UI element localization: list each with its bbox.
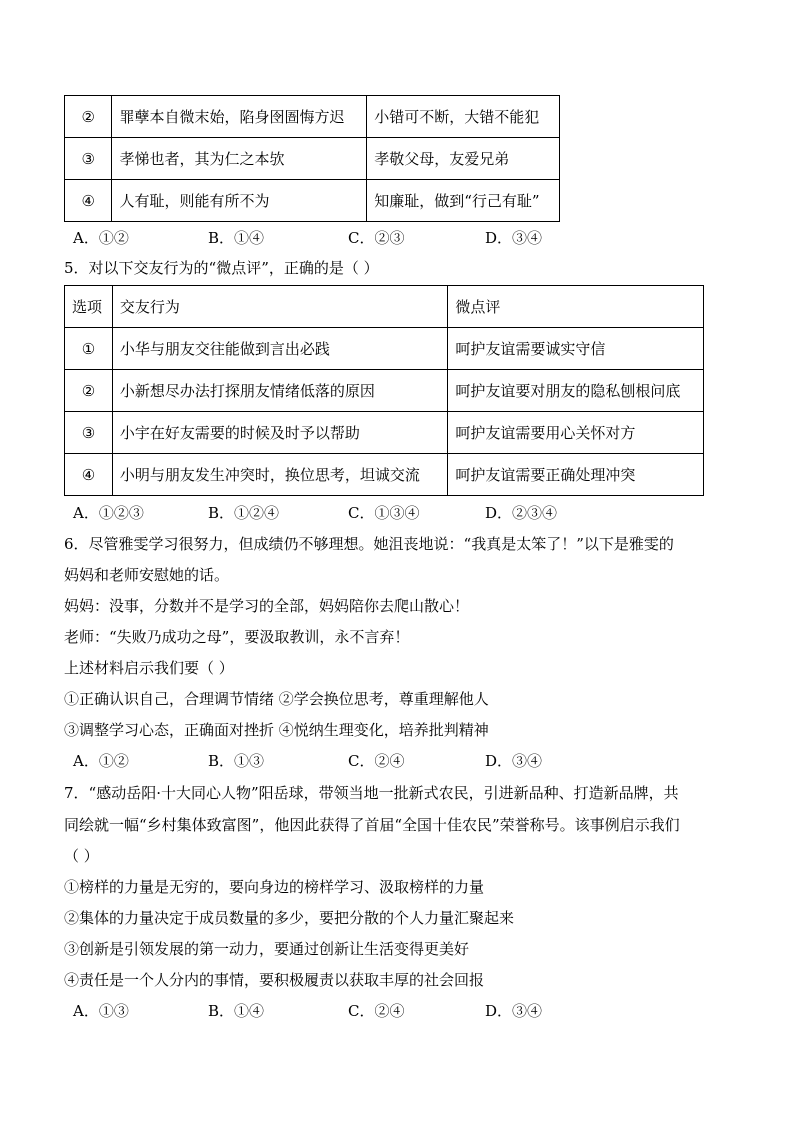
comment-cell: 呵护友谊需要正确处理冲突 [448, 454, 704, 496]
interpretation-cell: 孝敬父母，友爱兄弟 [367, 138, 560, 180]
row-number: ③ [65, 412, 113, 454]
option-a[interactable]: A．①② [73, 752, 129, 770]
row-number: ② [65, 370, 113, 412]
option-b[interactable]: B．①②④ [208, 504, 280, 522]
option-b[interactable]: B．①③ [208, 752, 265, 770]
header-option: 选项 [65, 286, 113, 328]
quote-table [64, 95, 560, 222]
q7-options [0, 1001, 794, 1021]
q7-statement-line: ②集体的力量决定于成员数量的多少，要把分散的个人力量汇聚起来 [64, 909, 515, 927]
option-c[interactable]: C．②④ [348, 752, 405, 770]
behavior-cell: 小明与朋友发生冲突时，换位思考，坦诚交流 [112, 454, 447, 496]
table-row [65, 180, 560, 222]
comment-cell: 呵护友谊要对朋友的隐私刨根问底 [448, 370, 704, 412]
behavior-cell: 小新想尽办法打探朋友情绪低落的原因 [112, 370, 447, 412]
q7-stem-line: 同绘就一幅“乡村集体致富图”，他因此获得了首届“全国十佳农民”荣誉称号。该事例启示我们 [64, 816, 680, 834]
comment-cell: 呵护友谊需要诚实守信 [448, 328, 704, 370]
table-row [65, 96, 560, 138]
behavior-cell: 小华与朋友交往能做到言出必践 [112, 328, 447, 370]
q4-options [0, 228, 794, 248]
row-number: ② [65, 96, 112, 138]
row-number: ③ [65, 138, 112, 180]
q7-stem-line: 7．“感动岳阳·十大同心人物”阳岳球，带领当地一批新式农民，引进新品种、打造新品牌，共 [64, 784, 679, 802]
q7-answer-bracket: （ ） [64, 847, 99, 865]
q6-statement-line: ③调整学习心态，正确面对挫折 ④悦纳生理变化，培养批判精神 [64, 721, 489, 739]
table-row [65, 412, 704, 454]
interpretation-cell: 小错可不断，大错不能犯 [367, 96, 560, 138]
q5-stem: 5．对以下交友行为的“微点评”，正确的是（ ） [64, 259, 379, 277]
option-d[interactable]: D．③④ [485, 1002, 543, 1020]
option-a[interactable]: A．①②③ [73, 504, 144, 522]
q7-statement-line: ①榜样的力量是无穷的，要向身边的榜样学习、汲取榜样的力量 [64, 878, 485, 896]
comment-cell: 呵护友谊需要用心关怀对方 [448, 412, 704, 454]
quote-cell: 人有耻，则能有所不为 [112, 180, 367, 222]
option-d[interactable]: D．②③④ [485, 504, 558, 522]
row-number: ④ [65, 454, 113, 496]
table-header-row [65, 286, 704, 328]
option-a[interactable]: A．①③ [73, 1002, 129, 1020]
interpretation-cell: 知廉耻，做到“行己有耻” [367, 180, 560, 222]
q7-statement-line: ④责任是一个人分内的事情，要积极履责以获取丰厚的社会回报 [64, 971, 485, 989]
option-b[interactable]: B．①④ [208, 1002, 265, 1020]
option-c[interactable]: C．②④ [348, 1002, 405, 1020]
option-d[interactable]: D．③④ [485, 752, 543, 770]
q5-options [0, 503, 794, 523]
quote-cell: 罪孽本自微末始，陷身囹圄悔方迟 [112, 96, 367, 138]
row-number: ④ [65, 180, 112, 222]
q6-mom-line: 妈妈：没事，分数并不是学习的全部，妈妈陪你去爬山散心！ [64, 597, 470, 615]
option-b[interactable]: B．①④ [208, 229, 265, 247]
quote-cell: 孝悌也者，其为仁之本欤 [112, 138, 367, 180]
option-c[interactable]: C．②③ [348, 229, 405, 247]
table-row [65, 370, 704, 412]
q6-stem-line: 妈妈和老师安慰她的话。 [64, 566, 230, 584]
header-comment: 微点评 [448, 286, 704, 328]
q6-statement-line: ①正确认识自己，合理调节情绪 ②学会换位思考，尊重理解他人 [64, 690, 489, 708]
row-number: ① [65, 328, 113, 370]
option-c[interactable]: C．①③④ [348, 504, 420, 522]
q6-stem-line: 6．尽管雅雯学习很努力，但成绩仍不够理想。她沮丧地说：“我真是太笨了！”以下是雅雯的 [64, 535, 674, 553]
table-row [65, 138, 560, 180]
table-row [65, 454, 704, 496]
option-d[interactable]: D．③④ [485, 229, 543, 247]
header-behavior: 交友行为 [112, 286, 447, 328]
table-row [65, 328, 704, 370]
q7-statement-line: ③创新是引领发展的第一动力，要通过创新让生活变得更美好 [64, 940, 470, 958]
q6-prompt-line: 上述材料启示我们要（ ） [64, 659, 234, 677]
q6-options [0, 751, 794, 771]
behavior-cell: 小宇在好友需要的时候及时予以帮助 [112, 412, 447, 454]
q6-teacher-line: 老师：“失败乃成功之母”，要汲取教训，永不言弃！ [64, 628, 410, 646]
option-a[interactable]: A．①② [73, 229, 129, 247]
friendship-table [64, 285, 704, 496]
